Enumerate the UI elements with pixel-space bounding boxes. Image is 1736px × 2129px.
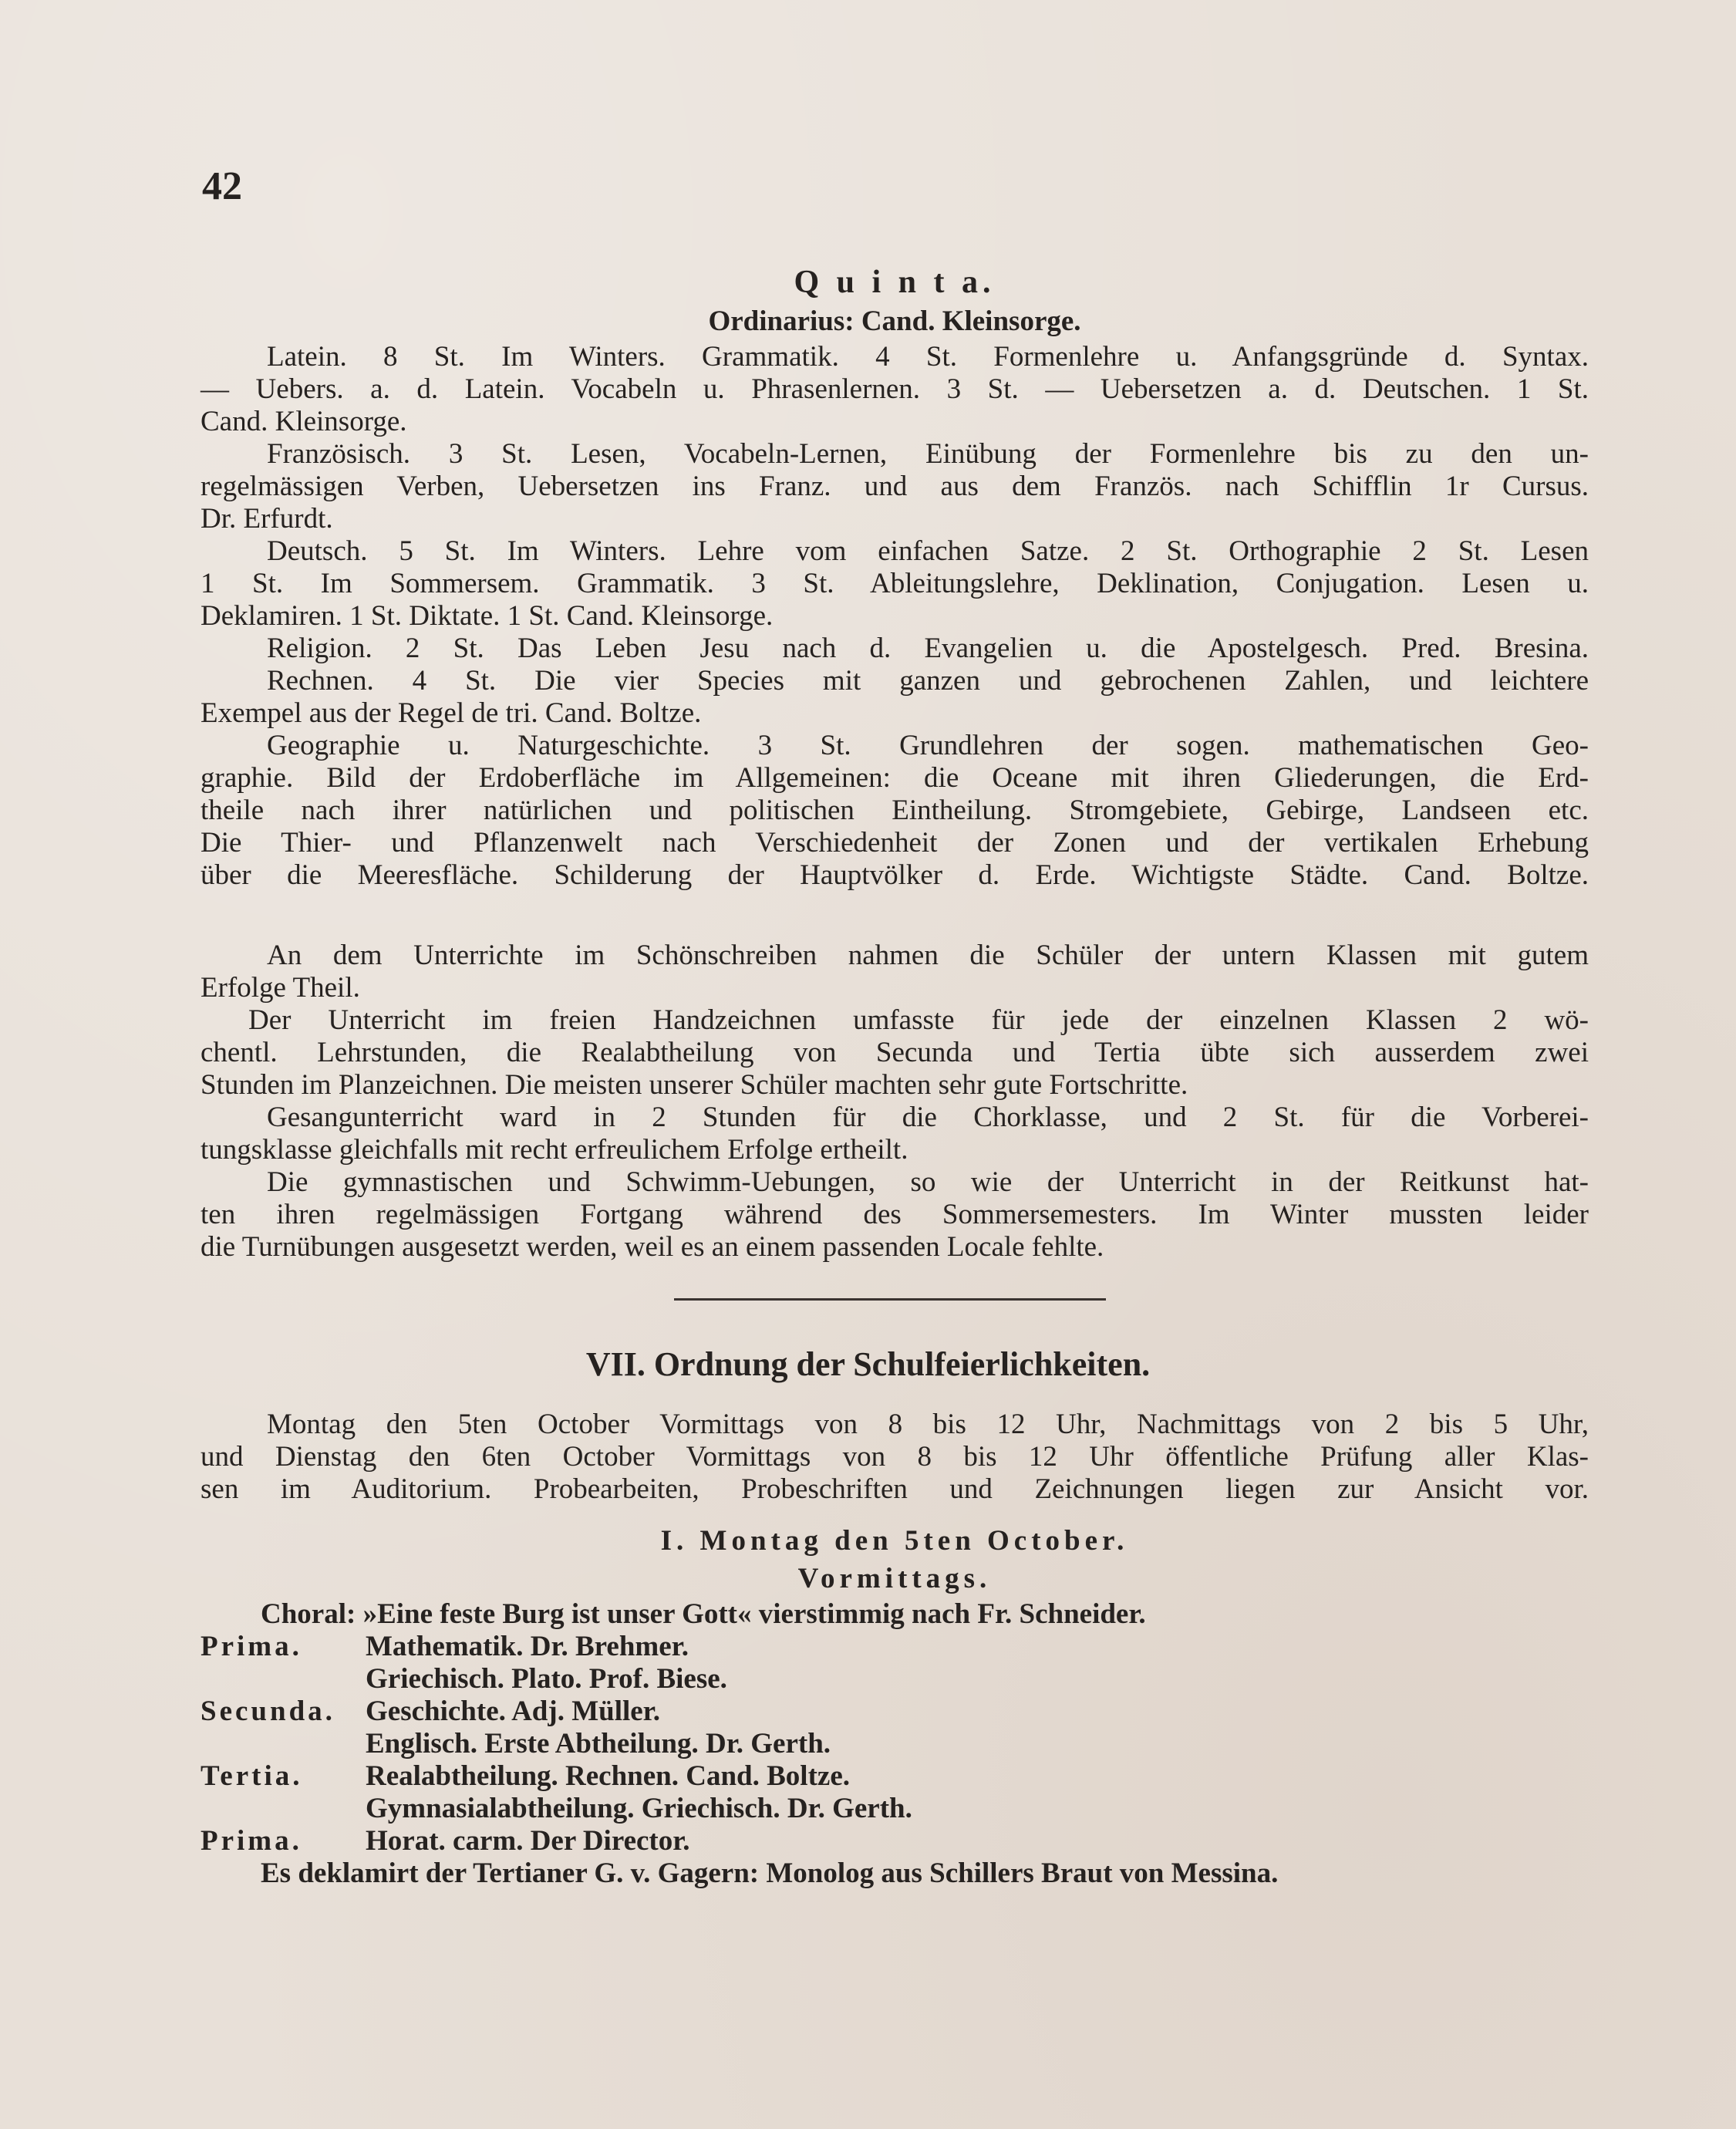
text-line: Der Unterricht im freien Handzeichnen umfasste für jede der einzelnen Klassen 2 wö- bbox=[248, 1004, 1589, 1036]
program-item: Gymnasialabtheilung. Griechisch. Dr. Gerth. bbox=[366, 1793, 912, 1824]
day-heading: I. Montag den 5ten October. bbox=[660, 1525, 1129, 1557]
text-line: Die Thier- und Pflanzenwelt nach Verschiedenheit der Zonen und der vertikalen Erhebung bbox=[201, 827, 1589, 859]
choral-line: Choral: »Eine feste Burg ist unser Gott« vierstimmig nach Fr. Schneider. bbox=[261, 1598, 1146, 1630]
text-line: Gesangunterricht ward in 2 Stunden für die Chorklasse, und 2 St. für die Vorberei- bbox=[267, 1102, 1589, 1133]
program-row bbox=[201, 1663, 1589, 1695]
text-line: regelmässigen Verben, Uebersetzen ins Franz. und aus dem Französ. nach Schifflin 1r Cursus. bbox=[201, 471, 1589, 502]
text-line: sen im Auditorium. Probearbeiten, Probeschriften und Zeichnungen liegen zur Ansicht vor. bbox=[201, 1473, 1589, 1505]
program-item: Griechisch. Plato. Prof. Biese. bbox=[366, 1663, 727, 1695]
text-line: Montag den 5ten October Vormittags von 8 bis 12 Uhr, Nachmittags von 2 bis 5 Uhr, bbox=[267, 1409, 1589, 1440]
text-line: Stunden im Planzeichnen. Die meisten unserer Schüler machten sehr gute Fortschritte. bbox=[201, 1069, 1188, 1101]
program-class bbox=[201, 1663, 366, 1695]
program-item: Realabtheilung. Rechnen. Cand. Boltze. bbox=[366, 1760, 851, 1792]
text-line: graphie. Bild der Erdoberfläche im Allgemeinen: die Oceane mit ihren Gliederungen, die Erd- bbox=[201, 762, 1589, 794]
text-line: Deutsch. 5 St. Im Winters. Lehre vom einfachen Satze. 2 St. Orthographie 2 St. Lesen bbox=[267, 535, 1589, 567]
ceremony-intro bbox=[201, 1409, 1589, 1506]
text-line: An dem Unterrichte im Schönschreiben nahmen die Schüler der untern Klassen mit gutem bbox=[267, 940, 1589, 971]
program-row bbox=[201, 1825, 1589, 1857]
part-heading: Vormittags. bbox=[797, 1563, 992, 1594]
quinta-title: Q u i n t a. bbox=[794, 265, 996, 300]
program-class bbox=[201, 1728, 366, 1760]
section-divider bbox=[674, 1298, 1106, 1301]
deutsch-paragraph bbox=[201, 535, 1589, 633]
text-line: Geographie u. Naturgeschichte. 3 St. Grundlehren der sogen. mathematischen Geo- bbox=[267, 730, 1589, 761]
text-line: ten ihren regelmässigen Fortgang während des Sommersemesters. Im Winter mussten leider bbox=[201, 1199, 1589, 1230]
handzeichnen-paragraph bbox=[201, 1004, 1589, 1102]
program-row bbox=[201, 1695, 1589, 1728]
text-line: — Uebers. a. d. Latein. Vocabeln u. Phrasenlernen. 3 St. — Uebersetzen a. d. Deutschen. 1 St. bbox=[201, 373, 1589, 405]
program-class: Prima. bbox=[201, 1631, 302, 1662]
gesang-paragraph bbox=[201, 1102, 1589, 1166]
program-item: Englisch. Erste Abtheilung. Dr. Gerth. bbox=[366, 1728, 831, 1760]
program-row bbox=[201, 1760, 1589, 1793]
program-item: Mathematik. Dr. Brehmer. bbox=[366, 1631, 689, 1662]
text-line: Rechnen. 4 St. Die vier Species mit ganzen und gebrochenen Zahlen, und leichtere bbox=[267, 665, 1589, 697]
text-line: Dr. Erfurdt. bbox=[201, 503, 333, 535]
section-heading: VII. Ordnung der Schulfeierlichkeiten. bbox=[585, 1345, 1151, 1383]
schoenschreiben-paragraph bbox=[201, 940, 1589, 1004]
quinta-section bbox=[201, 262, 1589, 892]
gymnastik-paragraph bbox=[201, 1166, 1589, 1264]
text-line: die Turnübungen ausgesetzt werden, weil es an einem passenden Locale fehlte. bbox=[201, 1231, 1104, 1263]
exam-program bbox=[201, 1631, 1589, 1857]
program-class: Prima. bbox=[201, 1825, 302, 1857]
text-line: Exempel aus der Regel de tri. Cand. Boltze. bbox=[201, 697, 702, 729]
text-line: tungsklasse gleichfalls mit recht erfreulichem Erfolge ertheilt. bbox=[201, 1134, 908, 1166]
rechnen-paragraph bbox=[201, 665, 1589, 730]
program-class: Tertia. bbox=[201, 1760, 303, 1792]
program-class bbox=[201, 1793, 366, 1825]
text-line: über die Meeresfläche. Schilderung der Hauptvölker d. Erde. Wichtigste Städte. Cand. Boltze. bbox=[201, 859, 1589, 891]
page-number: 42 bbox=[202, 164, 242, 208]
general-notes bbox=[201, 940, 1589, 1264]
program-row bbox=[201, 1793, 1589, 1825]
latein-paragraph bbox=[201, 341, 1589, 438]
program-row bbox=[201, 1631, 1589, 1663]
franzoesisch-paragraph bbox=[201, 438, 1589, 535]
program-row bbox=[201, 1728, 1589, 1760]
text-line: Religion. 2 St. Das Leben Jesu nach d. Evangelien u. die Apostelgesch. Pred. Bresina. bbox=[267, 633, 1589, 664]
text-line: Latein. 8 St. Im Winters. Grammatik. 4 St. Formenlehre u. Anfangsgründe d. Syntax. bbox=[267, 341, 1589, 373]
text-line: Deklamiren. 1 St. Diktate. 1 St. Cand. Kleinsorge. bbox=[201, 600, 774, 632]
text-line: Französisch. 3 St. Lesen, Vocabeln-Lernen, Einübung der Formenlehre bis zu den un- bbox=[267, 438, 1589, 470]
text-line: theile nach ihrer natürlichen und politischen Eintheilung. Stromgebiete, Gebirge, Landseen etc. bbox=[201, 795, 1589, 826]
text-line: 1 St. Im Sommersem. Grammatik. 3 St. Ableitungslehre, Deklination, Conjugation. Lesen u. bbox=[201, 568, 1589, 599]
text-line: Erfolge Theil. bbox=[201, 972, 360, 1004]
text-line: Cand. Kleinsorge. bbox=[201, 406, 407, 437]
program-item: Geschichte. Adj. Müller. bbox=[366, 1695, 660, 1727]
geographie-paragraph bbox=[201, 730, 1589, 892]
program-class: Secunda. bbox=[201, 1695, 335, 1727]
text-line: Die gymnastischen und Schwimm-Uebungen, so wie der Unterricht in der Reitkunst hat- bbox=[267, 1166, 1589, 1198]
ordinarius-line: Ordinarius: Cand. Kleinsorge. bbox=[708, 305, 1081, 337]
text-line: und Dienstag den 6ten October Vormittags von 8 bis 12 Uhr öffentliche Prüfung aller Klas- bbox=[201, 1441, 1589, 1473]
religion-paragraph bbox=[201, 633, 1589, 665]
program-item: Horat. carm. Der Director. bbox=[366, 1825, 690, 1857]
ceremony-section bbox=[201, 1409, 1589, 1890]
text-line: chentl. Lehrstunden, die Realabtheilung von Secunda und Tertia übte sich ausserdem zwei bbox=[201, 1037, 1589, 1068]
declamation-line: Es deklamirt der Tertianer G. v. Gagern: Monolog aus Schillers Braut von Messina. bbox=[261, 1857, 1279, 1889]
